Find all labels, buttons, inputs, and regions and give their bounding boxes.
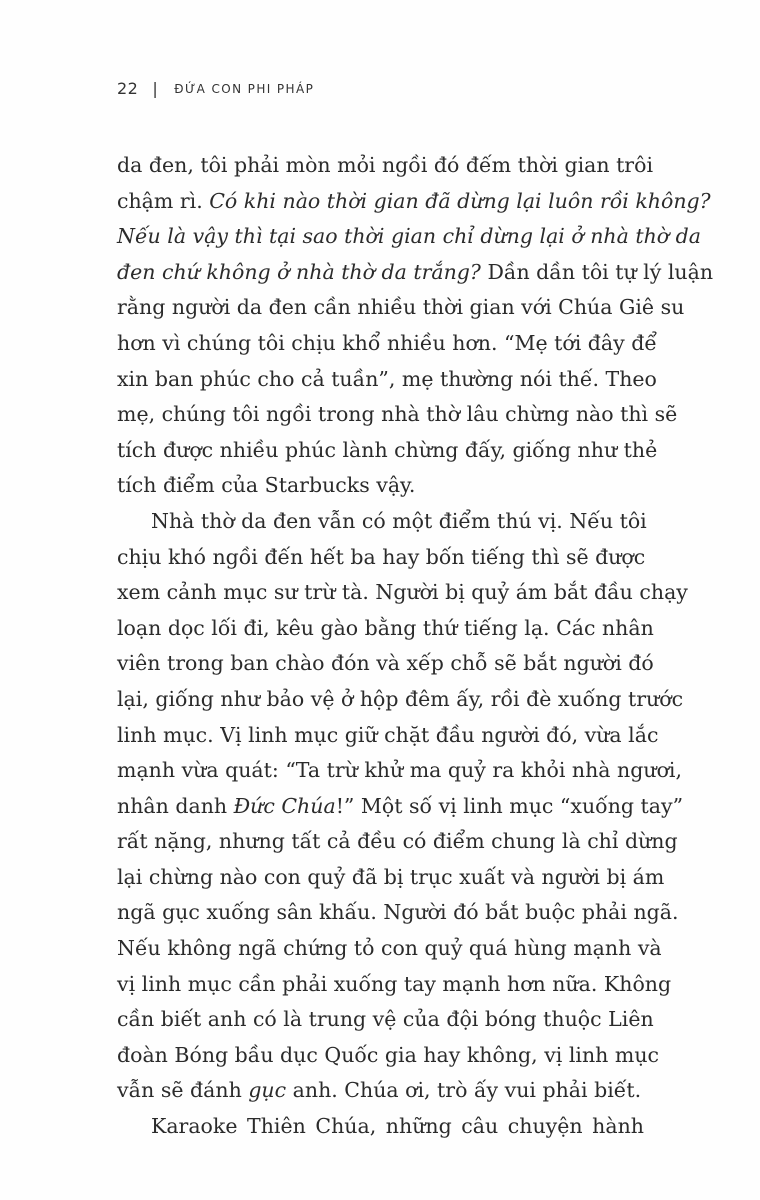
text-segment: Dần dần tôi tự lý luận [480, 259, 714, 284]
text-segment: !” Một số vị linh mục “xuống tay” [335, 793, 684, 818]
text-segment: lại chừng nào con quỷ đã bị trục xuất và người bị ám [117, 864, 665, 889]
text-segment: vẫn sẽ đánh [117, 1078, 249, 1103]
text-segment: Nhà thờ da đen vẫn có một điểm thú vị. Nếu tôi [151, 508, 647, 533]
text-segment: Nếu không ngã chứng tỏ con quỷ quá hùng mạnh và [117, 936, 662, 961]
italic-text: Có khi nào thời gian đã dừng lại luôn rồi không? [209, 188, 711, 213]
text-line [117, 1038, 660, 1074]
text-segment: tích điểm của Starbucks vậy. [117, 473, 416, 498]
text-line [117, 718, 659, 754]
text-line [117, 1073, 644, 1109]
text-line [117, 397, 678, 433]
text-line [117, 789, 684, 825]
text-segment: ngã gục xuống sân khấu. Người đó bắt buộc phải ngã. [117, 900, 679, 925]
text-segment: nhân danh [117, 793, 234, 818]
text-segment: mẹ, chúng tôi ngồi trong nhà thờ lâu chừng nào thì sẽ [117, 402, 678, 427]
text-line [117, 860, 665, 896]
text-segment: đoàn Bóng bầu dục Quốc gia hay không, vị linh mục [117, 1042, 660, 1067]
text-segment: xem cảnh mục sư trừ tà. Người bị quỷ ám bắt đầu chạy [117, 580, 688, 605]
text-line [117, 895, 679, 931]
running-header [117, 79, 314, 98]
text-segment: cần biết anh có là trung vệ của đội bóng thuộc Liên [117, 1007, 654, 1032]
text-line [117, 540, 644, 576]
book-title: ĐỨA CON PHI PHÁP [174, 81, 315, 96]
text-line [117, 219, 702, 255]
text-line [117, 682, 684, 718]
text-segment: tích được nhiều phúc lành chừng đấy, giống như thẻ [117, 437, 658, 462]
text-line [117, 824, 678, 860]
text-segment: lại, giống như bảo vệ ở hộp đêm ấy, rồi đè xuống trước [117, 686, 684, 711]
text-line [117, 433, 658, 469]
text-segment: mạnh vừa quát: “Ta trừ khử ma quỷ ra khỏi nhà ngươi, [117, 758, 682, 783]
text-segment: chậm rì. [117, 188, 210, 213]
text-segment: rằng người da đen cần nhiều thời gian với Chúa Giê su [117, 295, 685, 320]
italic-text: Nếu là vậy thì tại sao thời gian chỉ dừng lại ở nhà thờ da [117, 224, 702, 249]
text-line [117, 362, 657, 398]
text-segment: loạn dọc lối đi, kêu gào bằng thứ tiếng lạ. Các nhân [117, 615, 654, 640]
italic-text: gục [248, 1078, 287, 1103]
text-line [117, 646, 654, 682]
body-text [117, 148, 714, 1145]
header-separator: | [152, 79, 159, 98]
text-line [117, 753, 682, 789]
text-segment: xin ban phúc cho cả tuần”, mẹ thường nói thế. Theo [117, 366, 657, 391]
text-line [117, 611, 654, 647]
text-segment: Karaoke Thiên Chúa, những câu chuyện hành [151, 1114, 644, 1139]
text-line [117, 290, 685, 326]
text-line [117, 575, 688, 611]
text-line [117, 468, 644, 504]
text-segment: chịu khó ngồi đến hết ba hay bốn tiếng thì sẽ được [117, 544, 646, 569]
text-line [117, 255, 714, 291]
italic-text: đen chứ không ở nhà thờ da trắng? [117, 259, 481, 284]
text-segment: viên trong ban chào đón và xếp chỗ sẽ bắt người đó [117, 651, 654, 676]
text-segment: linh mục. Vị linh mục giữ chặt đầu người đó, vừa lắc [117, 722, 659, 747]
text-segment: hơn vì chúng tôi chịu khổ nhiều hơn. “Mẹ tới đây để [117, 330, 657, 355]
text-line [117, 148, 654, 184]
text-segment: da đen, tôi phải mòn mỏi ngồi đó đếm thời gian trôi [117, 153, 654, 177]
page-number: 22 [117, 79, 139, 98]
text-segment: anh. Chúa ơi, trò ấy vui phải biết. [286, 1078, 642, 1103]
italic-text: Đức Chúa [233, 793, 336, 818]
text-line [117, 931, 662, 967]
text-line [117, 967, 672, 1003]
text-line [117, 504, 647, 540]
text-segment: rất nặng, nhưng tất cả đều có điểm chung là chỉ dừng [117, 829, 678, 854]
text-line [117, 184, 711, 220]
text-segment: vị linh mục cần phải xuống tay mạnh hơn nữa. Không [117, 971, 672, 996]
text-line [117, 1109, 644, 1145]
text-line [117, 326, 657, 362]
text-line [117, 1002, 654, 1038]
